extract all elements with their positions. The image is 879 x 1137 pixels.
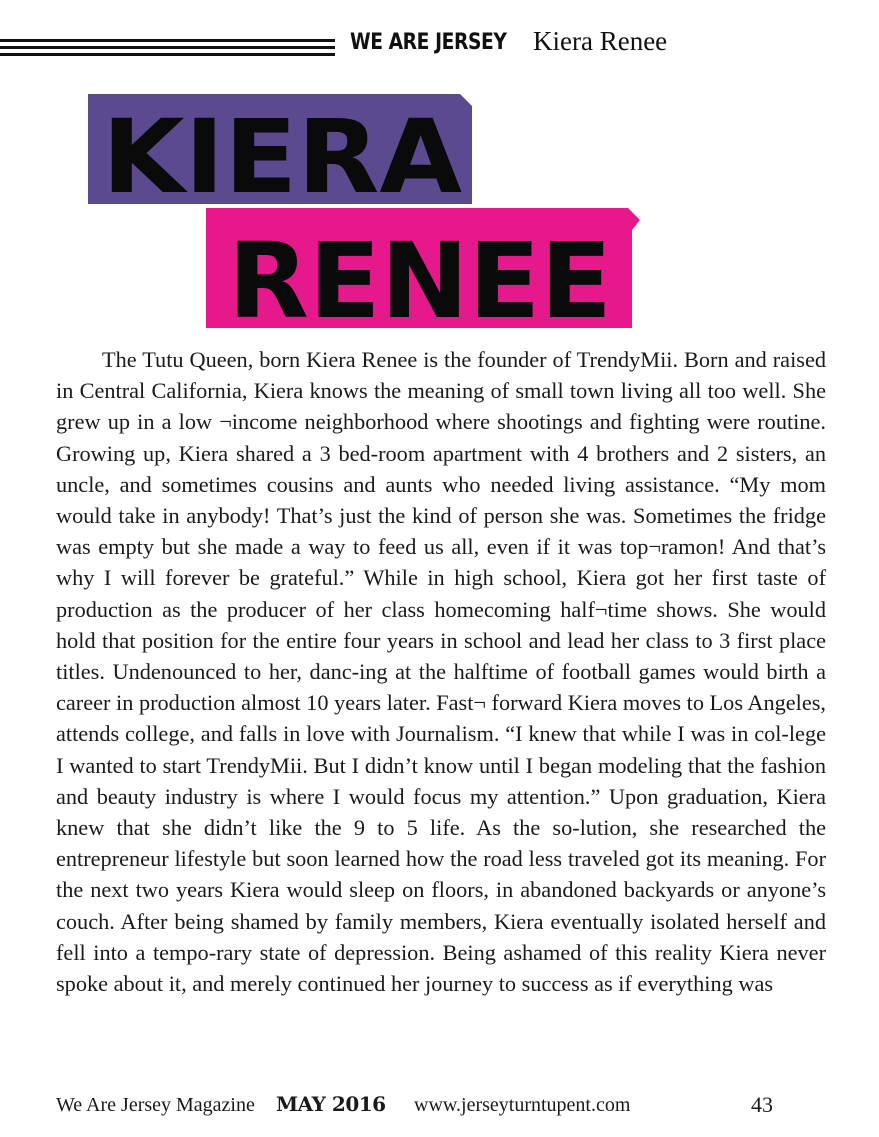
- page-header: [0, 24, 879, 64]
- title-line1: KIERA: [102, 98, 463, 217]
- footer-issue: MAY 2016: [276, 1092, 386, 1116]
- footer-website: www.jerseyturntupent.com: [414, 1094, 631, 1116]
- header-subject-name: Kiera Renee: [533, 26, 668, 56]
- article-body: The Tutu Queen, born Kiera Renee is the founder of TrendyMii. Born and raised in Central California, Kiera knows the meaning of small town living all too well. She grew up in a low ¬income neighborhood where shootings and fighting were routine. Growing up, Kiera shared a 3 bed-room apartment with 4 brothers and 2 sisters, an uncle, and sometimes cousins and aunts who needed living assistance. “My mom would take in anybody! That’s just the kind of person she was. Sometimes the fridge was empty but she made a way to feed us all, even if it was top¬ramon! And that’s why I will forever be grateful.” While in high school, Kiera got her first taste of production as the producer of her class homecoming half¬time shows. She would hold that position for the entire four years in school and lead her class to 3 first place titles. Undenounced to her, danc-ing at the halftime of football games would birth a career in production almost 10 years later. Fast¬ forward Kiera moves to Los Angeles, attends college, and falls in love with Journalism. “I knew that while I was in col-lege I wanted to start TrendyMii. But I didn’t know until I began modeling that the fashion and beauty industry is where I would focus my attention.” Upon graduation, Kiera knew that she didn’t like the 9 to 5 life. As the so-lution, she researched the entrepreneur lifestyle but soon learned how the road less traveled got its meaning. For the next two years Kiera would sleep on floors, in abandoned backyards or anyone’s couch. After being shamed by family members, Kiera eventually isolated herself and fell into a tempo-rary state of depression. Being ashamed of this reality Kiera never spoke about it, and merely continued her journey to success as if everything was: [56, 347, 826, 997]
- article-title: [80, 92, 640, 332]
- title-graphic: [80, 92, 640, 332]
- magazine-name: WE ARE JERSEY: [350, 30, 507, 55]
- page-footer: [56, 1090, 826, 1120]
- footer-magazine-name: We Are Jersey Magazine: [56, 1094, 255, 1116]
- title-line2: RENEE: [228, 220, 612, 332]
- page-number: 43: [751, 1092, 773, 1117]
- header-rules: [0, 39, 335, 60]
